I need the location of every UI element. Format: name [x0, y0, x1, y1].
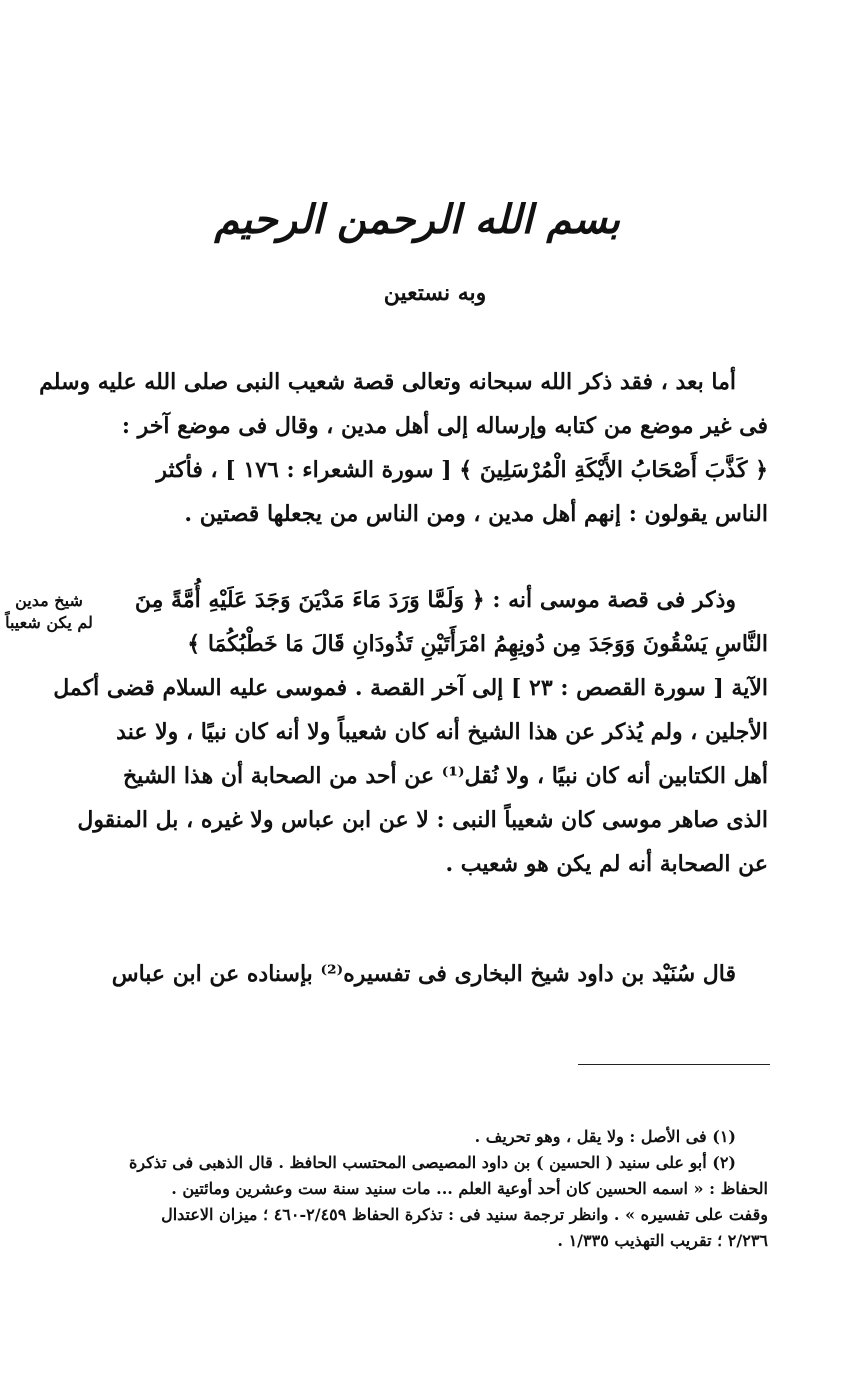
- paragraph-sunayd: [111, 952, 768, 996]
- basmala-heading: بسم الله الرحمن الرحيم: [214, 196, 620, 243]
- footnote-divider: [578, 1064, 770, 1065]
- paragraph-line: قال سُنَيْد بن داود شيخ البخارى فى تفسيره⁽²⁾ بإسناده عن ابن عباس: [111, 961, 736, 987]
- margin-note-line: لم يكن شعيباً: [5, 613, 93, 632]
- paragraph-line: الآية [ سورة القصص : ٢٣ ] إلى آخر القصة . فموسى عليه السلام قضى أكمل: [53, 675, 768, 701]
- paragraph-line: الذى صاهر موسى كان شعيباً النبى : لا عن ابن عباس ولا غيره ، بل المنقول: [77, 807, 768, 833]
- footnote-line: ٢/٢٣٦ ؛ تقريب التهذيب ١/٣٣٥ .: [557, 1231, 768, 1250]
- paragraph-line: ﴿ كَذَّبَ أَصْحَابُ الأَيْكَةِ الْمُرْسَلِينَ ﴾ [ سورة الشعراء : ١٧٦ ] ، فأكثر: [156, 457, 768, 483]
- paragraph-line: وذكر فى قصة موسى أنه : ﴿ وَلَمَّا وَرَدَ مَاءَ مَدْيَنَ وَجَدَ عَلَيْهِ أُمَّةً مِنَ: [134, 587, 736, 613]
- margin-note-line: شيخ مدين: [15, 591, 83, 610]
- footnote-line: وقفت على تفسيره » . وانظر ترجمة سنيد فى : تذكرة الحفاظ ٢/٤٥٩-٤٦٠ ؛ ميزان الاعتدال: [161, 1205, 768, 1224]
- paragraph-line: أهل الكتابين أنه كان نبيًا ، ولا نُقل⁽¹⁾ عن أحد من الصحابة أن هذا الشيخ: [122, 763, 768, 789]
- footnote-line: (٢) أبو على سنيد ( الحسين ) بن داود المصيصى المحتسب الحافظ . قال الذهبى فى تذكرة: [128, 1153, 736, 1172]
- paragraph-line: الأجلين ، ولم يُذكر عن هذا الشيخ أنه كان شعيباً ولا أنه كان نبيًا ، ولا عند: [116, 719, 768, 745]
- footnote-line: (١) فى الأصل : ولا يقل ، وهو تحريف .: [474, 1127, 736, 1146]
- subheading: وبه نستعين: [383, 280, 487, 306]
- paragraph-moses: [53, 578, 768, 886]
- footnote-line: الحفاظ : « اسمه الحسين كان أحد أوعية العلم ... مات سنيد سنة ست وعشرين ومائتين .: [171, 1179, 768, 1198]
- paragraph-line: النَّاسِ يَسْقُونَ وَوَجَدَ مِن دُونِهِمُ امْرَأَتَيْنِ تَذُودَانِ قَالَ مَا خَطْبُكُمَا ﴾: [187, 631, 768, 657]
- paragraph-intro: [39, 360, 768, 536]
- paragraph-line: فى غير موضع من كتابه وإرساله إلى أهل مدين ، وقال فى موضع آخر :: [121, 413, 768, 439]
- footnotes: [118, 1124, 768, 1254]
- paragraph-line: الناس يقولون : إنهم أهل مدين ، ومن الناس من يجعلها قصتين .: [184, 501, 768, 527]
- paragraph-line: عن الصحابة أنه لم يكن هو شعيب .: [445, 851, 768, 877]
- margin-note: [5, 590, 93, 634]
- paragraph-line: أما بعد ، فقد ذكر الله سبحانه وتعالى قصة شعيب النبى صلى الله عليه وسلم: [39, 369, 736, 395]
